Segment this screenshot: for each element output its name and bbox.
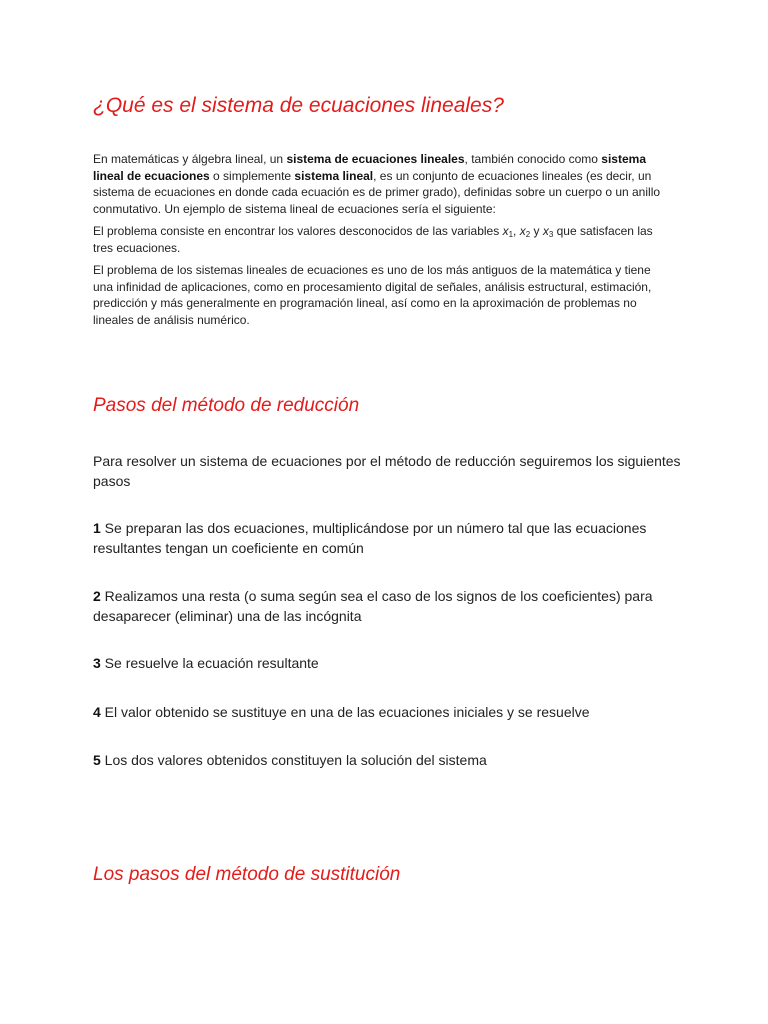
intro-paragraph-definition: [93, 151, 673, 217]
step-1: [93, 518, 683, 558]
section-heading-reduccion: Pasos del método de reducción: [93, 395, 360, 416]
text-run: El problema consiste en encontrar los valores desconocidos de las variables: [93, 224, 503, 238]
intro-paragraph-problem: [93, 223, 673, 256]
subscript-3: 3: [548, 230, 554, 239]
text-run: que satisfacen las tres ecuaciones.: [93, 224, 653, 255]
intro-paragraph-history: El problema de los sistemas lineales de ecuaciones es uno de los más antiguos de la matemática y tiene una infinidad de aplicaciones, como en procesamiento digital de señales, análisis estructural, estimación, predicción y más generalmente en programación lineal, así como en la aproximación de problemas no lineales de análisis numérico.: [93, 263, 652, 327]
variable-x3: x: [542, 224, 549, 238]
separator: ,: [513, 224, 520, 238]
variable-x1: x: [502, 224, 509, 238]
subscript-1: 1: [508, 230, 514, 239]
term-sistema-lineal-ecuaciones: sistema lineal de ecuaciones: [93, 152, 646, 183]
step-number: 1: [93, 520, 101, 536]
step-number: 2: [93, 588, 101, 604]
term-sistema-ecuaciones-lineales: sistema de ecuaciones lineales: [286, 152, 465, 166]
intro-section: [93, 151, 673, 334]
step-4: [93, 702, 683, 722]
text-run: , es un conjunto de ecuaciones lineales (es decir, un sistema de ecuaciones en donde cada ecuación es de primer grado), definidas sobre un cuerpo o un anillo conmutativo. Un ejemplo de sistema lineal de ecuaciones sería el siguiente:: [93, 168, 661, 216]
text-run: En matemáticas y álgebra lineal, un: [93, 152, 287, 166]
step-number: 5: [93, 752, 101, 768]
step-2: [93, 586, 683, 626]
step-5: [93, 750, 683, 770]
text-run: , también conocido como: [464, 152, 602, 166]
reduccion-lead: Para resolver un sistema de ecuaciones por el método de reducción seguiremos los siguientes pasos: [93, 453, 681, 489]
section-heading-sustitucion: Los pasos del método de sustitución: [93, 864, 401, 885]
text-run: o simplemente: [209, 168, 295, 183]
step-number: 4: [93, 704, 101, 720]
separator: y: [530, 224, 543, 238]
step-text: Se resuelve la ecuación resultante: [100, 655, 319, 671]
variable-x2: x: [519, 224, 526, 238]
step-text: Se preparan las dos ecuaciones, multiplicándose por un número tal que las ecuaciones resultantes tengan un coeficiente en común: [93, 520, 647, 556]
step-text: Los dos valores obtenidos constituyen la solución del sistema: [100, 752, 487, 768]
step-text: El valor obtenido se sustituye en una de las ecuaciones iniciales y se resuelve: [100, 704, 590, 720]
term-sistema-lineal: sistema lineal: [294, 168, 374, 183]
step-number: 3: [93, 655, 101, 671]
page-title: ¿Qué es el sistema de ecuaciones lineales?: [93, 94, 504, 117]
step-3: [93, 653, 683, 673]
subscript-2: 2: [525, 230, 531, 239]
step-text: Realizamos una resta (o suma según sea el caso de los signos de los coeficientes) para desaparecer (eliminar) una de las incógnita: [93, 588, 653, 624]
